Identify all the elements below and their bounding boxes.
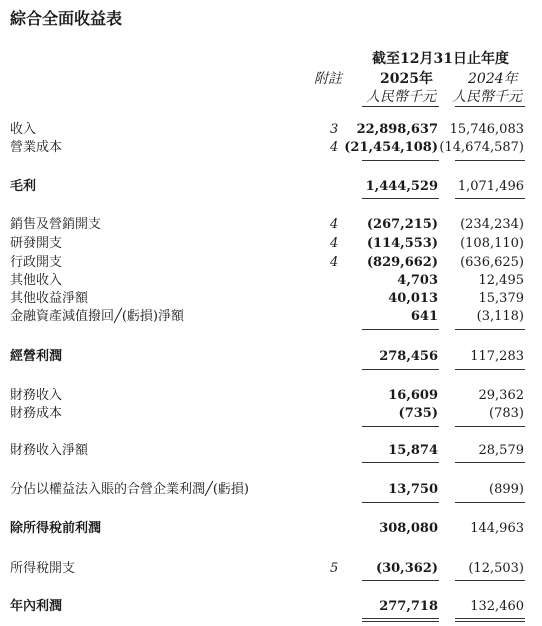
row-value-2024: 15,746,083 <box>449 122 524 137</box>
row-label: 其他收入 <box>10 273 63 288</box>
year-2024-header: 2024年 <box>468 71 518 87</box>
table-row <box>0 140 542 156</box>
subtotal-rule-2024 <box>455 502 525 503</box>
row-value-2024: 15,379 <box>478 291 524 306</box>
row-value-2025: 1,444,529 <box>365 179 438 194</box>
row-label: 財務成本 <box>10 406 63 421</box>
row-value-2024: (14,674,587) <box>439 140 524 155</box>
row-value-2024: (899) <box>489 482 524 497</box>
row-value-2024: (783) <box>489 406 524 421</box>
row-label: 營業成本 <box>10 140 63 155</box>
subtotal-rule-2025 <box>362 462 439 463</box>
row-value-2024: (636,625) <box>460 255 524 270</box>
row-label: 收入 <box>10 122 37 137</box>
row-value-2025: (267,215) <box>366 217 438 232</box>
row-value-2025: (30,362) <box>375 561 438 576</box>
row-label: 財務收入淨額 <box>10 443 89 458</box>
subtotal-rule-2024 <box>455 329 525 330</box>
row-value-2024: 28,579 <box>478 443 524 458</box>
row-label: 毛利 <box>10 179 37 194</box>
row-value-2024: 1,071,496 <box>457 179 524 194</box>
subtotal-rule-2025 <box>362 198 439 199</box>
row-value-2025: 277,718 <box>379 599 438 614</box>
row-note: 4 <box>330 217 339 232</box>
header-rule-2024 <box>455 106 525 107</box>
row-note: 5 <box>330 561 339 576</box>
table-row <box>0 255 542 271</box>
row-value-2025: 40,013 <box>388 291 438 306</box>
row-value-2025: (114,553) <box>366 236 438 251</box>
subtotal-rule-2025 <box>362 502 439 503</box>
row-label: 年內利潤 <box>10 599 63 614</box>
row-value-2024: (108,110) <box>460 236 524 251</box>
total-double-rule-2024 <box>455 621 525 622</box>
row-value-2024: (3,118) <box>476 309 524 324</box>
row-note: 4 <box>330 255 339 270</box>
subtotal-rule-2025 <box>362 580 439 581</box>
table-row <box>0 236 542 252</box>
row-value-2025: 641 <box>410 309 438 324</box>
row-value-2024: 12,495 <box>478 273 524 288</box>
unit-2025-header: 人民幣千元 <box>366 89 436 105</box>
table-row-income-tax <box>0 561 542 577</box>
row-label: 財務收入 <box>10 388 63 403</box>
row-label: 銷售及營銷開支 <box>10 217 102 232</box>
table-row-profit-for-year <box>0 599 542 615</box>
row-label: 除所得稅前利潤 <box>10 521 102 536</box>
table-row <box>0 388 542 404</box>
statement-title: 綜合全面收益表 <box>10 9 123 28</box>
row-value-2025: 278,456 <box>379 349 438 364</box>
year-2025-header: 2025年 <box>380 71 433 87</box>
row-value-2024: 117,283 <box>470 349 524 364</box>
table-row-profit-before-tax <box>0 521 542 537</box>
subtotal-rule-2024 <box>455 580 525 581</box>
table-row-jv-share <box>0 482 542 498</box>
table-row <box>0 217 542 233</box>
total-double-rule-2025 <box>362 618 439 619</box>
row-value-2025: 4,703 <box>397 273 438 288</box>
table-row-gross-profit <box>0 179 542 195</box>
row-value-2025: 308,080 <box>379 521 438 536</box>
subtotal-rule-2025 <box>362 426 439 427</box>
total-double-rule-2024 <box>455 618 525 619</box>
row-value-2025: 16,609 <box>388 388 438 403</box>
row-label: 分佔以權益法入賬的合營企業利潤╱(虧損) <box>10 482 249 497</box>
row-value-2024: 29,362 <box>478 388 524 403</box>
table-row-net-finance-income <box>0 443 542 459</box>
row-value-2025: 13,750 <box>388 482 438 497</box>
subtotal-rule-2024 <box>455 426 525 427</box>
total-double-rule-2025 <box>362 621 439 622</box>
row-value-2025: (21,454,108) <box>344 140 438 155</box>
subtotal-rule-2024 <box>455 369 525 370</box>
row-label: 行政開支 <box>10 255 63 270</box>
table-row <box>0 406 542 422</box>
subtotal-rule-2025 <box>362 160 439 161</box>
row-value-2024: (12,503) <box>468 561 524 576</box>
row-note: 4 <box>330 236 339 251</box>
unit-2024-header: 人民幣千元 <box>452 89 522 105</box>
header-rule-2025 <box>362 106 439 107</box>
row-value-2025: (829,662) <box>366 255 438 270</box>
period-header: 截至12月31日止年度 <box>372 51 509 67</box>
subtotal-rule-2024 <box>455 198 525 199</box>
row-label: 金融資產減值撥回╱(虧損)淨額 <box>10 309 184 324</box>
row-label: 所得稅開支 <box>10 561 76 576</box>
table-row <box>0 291 542 307</box>
row-value-2025: 22,898,637 <box>356 122 438 137</box>
row-label: 研發開支 <box>10 236 63 251</box>
subtotal-rule-2024 <box>455 160 525 161</box>
table-row-operating-profit <box>0 349 542 365</box>
row-label: 經營利潤 <box>10 349 63 364</box>
subtotal-rule-2025 <box>362 369 439 370</box>
row-value-2024: 132,460 <box>470 599 524 614</box>
row-value-2025: 15,874 <box>388 443 438 458</box>
table-row <box>0 273 542 289</box>
row-note: 4 <box>330 140 339 155</box>
note-column-header: 附註 <box>314 71 342 87</box>
table-row <box>0 309 542 325</box>
row-value-2025: (735) <box>398 406 438 421</box>
row-value-2024: 144,963 <box>470 521 524 536</box>
row-label: 其他收益淨額 <box>10 291 89 306</box>
row-note: 3 <box>330 122 339 137</box>
subtotal-rule-2025 <box>362 329 439 330</box>
table-row <box>0 122 542 138</box>
row-value-2024: (234,234) <box>460 217 524 232</box>
subtotal-rule-2024 <box>455 462 525 463</box>
